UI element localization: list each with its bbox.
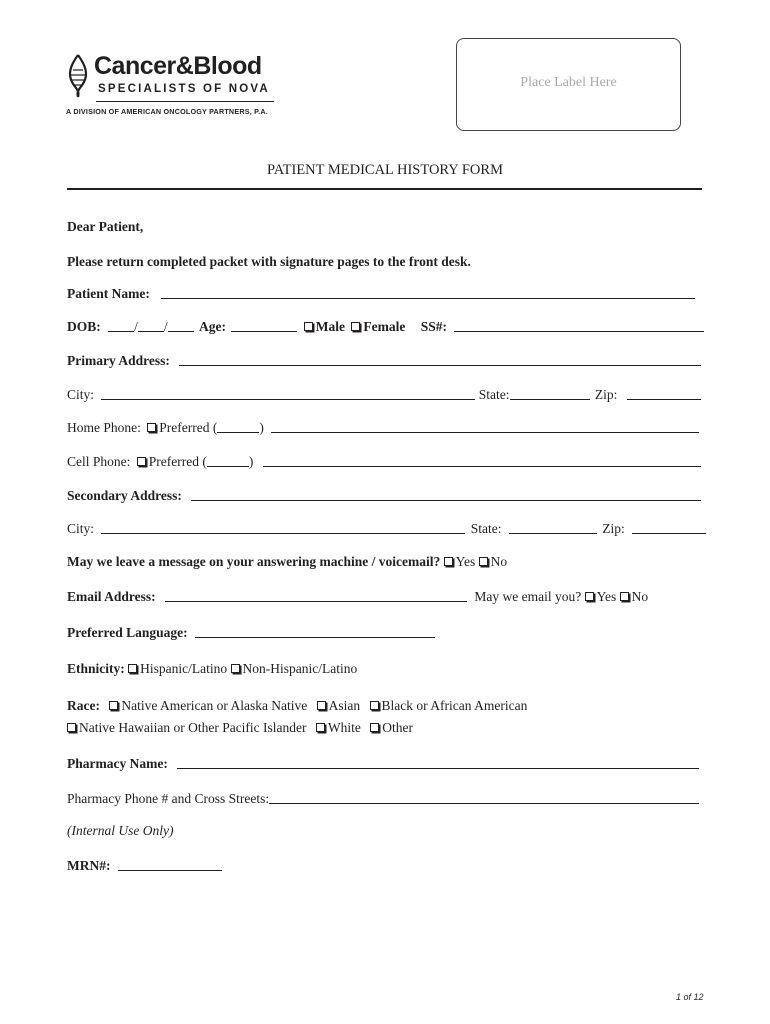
white-label: White: [327, 720, 361, 735]
black-checkbox[interactable]: [370, 701, 379, 710]
pacific-islander-label: Native Hawaiian or Other Pacific Islander: [79, 720, 307, 735]
message-question-row: [67, 554, 507, 570]
secondary-zip-label: Zip:: [602, 521, 625, 536]
logo-name: Cancer&Blood: [94, 52, 262, 80]
zip-field[interactable]: [627, 387, 701, 400]
hispanic-label: Hispanic/Latino: [140, 661, 228, 676]
cell-preferred-close: ): [248, 454, 254, 469]
ethnicity-label: Ethnicity:: [67, 661, 125, 676]
asian-checkbox[interactable]: [317, 701, 326, 710]
age-field[interactable]: [231, 319, 297, 332]
city-field[interactable]: [101, 387, 475, 400]
pharmacy-name-row: [67, 755, 699, 772]
email-label: Email Address:: [67, 589, 156, 604]
secondary-address-label: Secondary Address:: [67, 488, 182, 503]
home-preferred-label: Preferred (: [159, 420, 218, 435]
native-american-label: Native American or Alaska Native: [121, 698, 308, 713]
message-yes-checkbox[interactable]: [444, 557, 453, 566]
email-question: May we email you?: [474, 589, 582, 604]
other-race-label: Other: [382, 720, 414, 735]
message-question: May we leave a message on your answering machine / voicemail?: [67, 554, 441, 569]
home-preferred-close: ): [259, 420, 264, 435]
form-title: PATIENT MEDICAL HISTORY FORM: [267, 162, 503, 178]
male-checkbox[interactable]: [304, 322, 313, 331]
mrn-field[interactable]: [118, 858, 222, 871]
logo-division-text: A DIVISION OF AMERICAN ONCOLOGY PARTNERS, P.A.: [66, 107, 268, 116]
secondary-city-row: [67, 520, 706, 537]
company-logo: [66, 52, 296, 120]
email-yes-label: Yes: [596, 589, 617, 604]
non-hispanic-label: Non-Hispanic/Latino: [242, 661, 358, 676]
ss-label: SS#:: [420, 319, 448, 334]
pharmacy-phone-row: [67, 790, 699, 807]
label-placeholder-box: [456, 38, 681, 131]
mrn-row: [67, 857, 222, 874]
primary-address-field[interactable]: [179, 353, 701, 366]
white-checkbox[interactable]: [316, 723, 325, 732]
cell-phone-row: [67, 453, 701, 470]
hispanic-checkbox[interactable]: [128, 664, 137, 673]
label-placeholder-text: Place Label Here: [520, 75, 617, 90]
secondary-city-label: City:: [67, 521, 95, 536]
pacific-islander-checkbox[interactable]: [67, 723, 76, 732]
message-no-checkbox[interactable]: [479, 557, 488, 566]
message-no-label: No: [490, 554, 508, 569]
email-yes-checkbox[interactable]: [585, 592, 594, 601]
patient-name-row: [67, 285, 695, 302]
secondary-address-row: [67, 487, 701, 504]
secondary-state-label: State:: [470, 521, 502, 536]
pharmacy-name-field[interactable]: [177, 756, 699, 769]
preferred-language-field[interactable]: [195, 625, 435, 638]
language-row: [67, 624, 435, 641]
cell-phone-label: Cell Phone:: [67, 454, 131, 469]
male-label: Male: [315, 319, 346, 334]
dna-ribbon-icon: [66, 54, 90, 98]
pharmacy-name-label: Pharmacy Name:: [67, 756, 168, 771]
title-divider: [67, 188, 702, 190]
patient-name-field[interactable]: [161, 286, 695, 299]
instruction-text: Please return completed packet with signature pages to the front desk.: [67, 254, 471, 269]
internal-use-label: (Internal Use Only): [67, 823, 174, 838]
email-row: [67, 588, 648, 605]
home-phone-label: Home Phone:: [67, 420, 141, 435]
cell-preferred-checkbox[interactable]: [137, 457, 146, 466]
preferred-language-label: Preferred Language:: [67, 625, 188, 640]
race-label: Race:: [67, 698, 100, 713]
city-label: City:: [67, 387, 95, 402]
primary-address-row: [67, 352, 701, 369]
message-yes-label: Yes: [455, 554, 476, 569]
non-hispanic-checkbox[interactable]: [231, 664, 240, 673]
state-field[interactable]: [510, 387, 590, 400]
age-label: Age:: [199, 319, 227, 334]
secondary-city-field[interactable]: [101, 521, 465, 534]
race-row-2: [67, 720, 413, 736]
cell-preferred-rank-field[interactable]: [207, 454, 249, 467]
zip-label: Zip:: [594, 387, 618, 402]
secondary-address-field[interactable]: [191, 488, 701, 501]
patient-name-label: Patient Name:: [67, 286, 150, 301]
asian-label: Asian: [328, 698, 361, 713]
logo-divider: [96, 101, 274, 102]
email-no-label: No: [631, 589, 649, 604]
home-preferred-rank-field[interactable]: [217, 420, 259, 433]
dob-row: [67, 318, 704, 335]
secondary-state-field[interactable]: [509, 521, 597, 534]
greeting: Dear Patient,: [67, 219, 144, 234]
secondary-zip-field[interactable]: [632, 521, 706, 534]
logo-subtitle: SPECIALISTS OF NOVA: [98, 83, 270, 95]
mrn-label: MRN#:: [67, 858, 111, 873]
dob-month-field[interactable]: [108, 319, 134, 332]
email-field[interactable]: [165, 589, 467, 602]
state-label: State:: [478, 387, 510, 402]
pharmacy-phone-field[interactable]: [269, 791, 699, 804]
other-race-checkbox[interactable]: [370, 723, 379, 732]
dob-separator: /: [134, 319, 138, 334]
dob-label: DOB:: [67, 319, 101, 334]
primary-address-label: Primary Address:: [67, 353, 170, 368]
female-checkbox[interactable]: [351, 322, 360, 331]
pharmacy-phone-label: Pharmacy Phone # and Cross Streets:: [67, 791, 270, 806]
city-row: [67, 386, 701, 403]
email-no-checkbox[interactable]: [620, 592, 629, 601]
dob-separator: /: [163, 319, 168, 334]
female-label: Female: [363, 319, 406, 334]
cell-phone-field[interactable]: [263, 454, 701, 467]
home-phone-row: [67, 419, 699, 436]
native-american-checkbox[interactable]: [109, 701, 118, 710]
race-row-1: [67, 698, 527, 714]
black-label: Black or African American: [381, 698, 528, 713]
dob-day-field[interactable]: [138, 319, 164, 332]
dob-year-field[interactable]: [168, 319, 194, 332]
ethnicity-row: [67, 661, 357, 677]
cell-preferred-label: Preferred (: [148, 454, 207, 469]
ss-field[interactable]: [454, 319, 704, 332]
page-number: 1 of 12: [676, 992, 704, 1002]
home-phone-field[interactable]: [271, 420, 699, 433]
home-preferred-checkbox[interactable]: [147, 423, 156, 432]
